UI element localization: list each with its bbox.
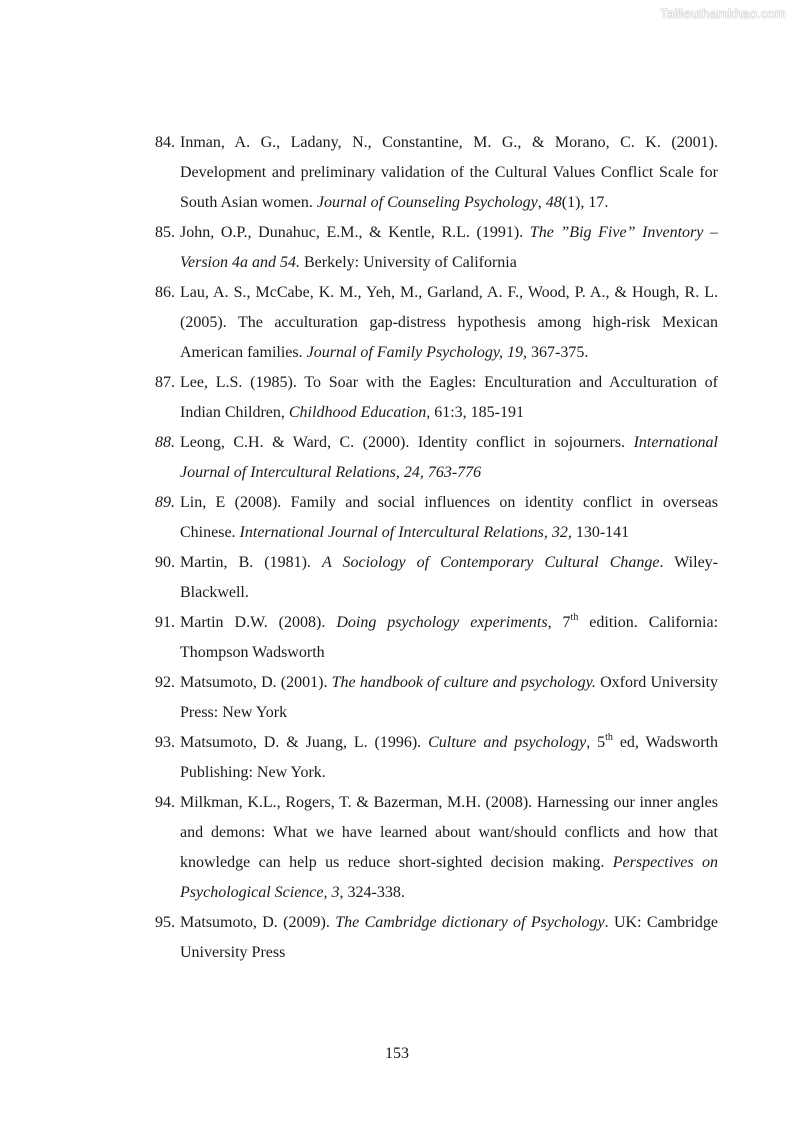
italic-segment: 48 (545, 194, 562, 211)
text-segment: 367-375. (527, 344, 589, 361)
reference-number: 85. (155, 224, 175, 241)
reference-text (180, 728, 718, 788)
italic-segment: Doing psychology experiments (336, 614, 548, 631)
text-segment: ed, Wadsworth Publishing: New York. (180, 734, 719, 781)
reference-item (155, 668, 718, 728)
text-segment: Lau, A. S., McCabe, K. M., Yeh, M., Garland, A. F., Wood, P. A., & Hough, R. L. (2005). The acculturation gap-distress hypothesis among high-risk Mexican American families. (180, 284, 718, 361)
watermark: Tailieuthamkhao.com (660, 6, 786, 21)
text-segment: Martin, B. (1981). (180, 554, 322, 571)
text-segment: Lee, L.S. (1985). To Soar with the Eagles: Enculturation and Acculturation of Indian Children, (180, 374, 718, 421)
italic-segment: Culture and psychology (428, 734, 587, 751)
reference-item (155, 488, 718, 548)
reference-text (180, 788, 718, 908)
page-number: 153 (385, 1045, 409, 1062)
reference-number: 91. (155, 614, 175, 631)
reference-item (155, 128, 718, 218)
text-segment: Matsumoto, D. (2001). (180, 674, 332, 691)
reference-item (155, 548, 718, 608)
italic-segment: International Journal of Intercultural Relations, 32, (239, 524, 572, 541)
reference-item (155, 908, 718, 968)
text-segment: John, O.P., Dunahuc, E.M., & Kentle, R.L. (1991). (180, 224, 530, 241)
reference-item (155, 278, 718, 368)
reference-number: 86. (155, 284, 175, 301)
reference-list (155, 128, 718, 968)
reference-number: 90. (155, 554, 175, 571)
italic-segment: A Sociology of Contemporary Cultural Change (321, 554, 660, 571)
reference-number: 93. (155, 734, 175, 751)
text-segment: , 5 (586, 734, 606, 751)
italic-segment: The ”Big Five” Inventory – Version 4a and 54. (180, 224, 719, 271)
reference-text (180, 428, 718, 488)
text-segment: (1), 17. (561, 194, 609, 211)
reference-text (180, 488, 718, 548)
superscript: th (605, 732, 613, 743)
italic-segment: The handbook of culture and psychology. (331, 674, 596, 691)
reference-text (180, 908, 718, 968)
reference-text (180, 218, 718, 278)
text-segment: Milkman, K.L., Rogers, T. & Bazerman, M.H. (2008). Harnessing our inner angles and demons: What we have learned about want/should conflicts and how that knowledge can help us reduce short-sighted decision making. (180, 794, 718, 871)
text-segment: , 324-338. (339, 884, 405, 901)
reference-text (180, 668, 718, 728)
text-segment: edition. California: Thompson Wadsworth (180, 614, 719, 661)
italic-segment: Perspectives on Psychological Science, 3 (180, 854, 719, 901)
reference-item (155, 218, 718, 278)
reference-text (180, 548, 718, 608)
reference-item (155, 728, 718, 788)
reference-number: 92. (155, 674, 175, 691)
superscript: th (570, 612, 579, 623)
text-segment: 61:3, 185-191 (430, 404, 524, 421)
text-segment: Matsumoto, D. (2009). (180, 914, 336, 931)
text-segment: , 7 (547, 614, 571, 631)
text-segment: . UK: Cambridge University Press (180, 914, 718, 961)
italic-segment: The Cambridge dictionary of Psychology (335, 914, 605, 931)
reference-item (155, 368, 718, 428)
reference-text (180, 368, 718, 428)
text-segment: Matsumoto, D. & Juang, L. (1996). (180, 734, 429, 751)
text-segment: , (537, 194, 546, 211)
reference-number: 95. (155, 914, 175, 931)
italic-segment: Journal of Family Psychology, 19, (306, 344, 528, 361)
reference-number: 87. (155, 374, 175, 391)
reference-number: 94. (155, 794, 175, 811)
reference-text (180, 128, 718, 218)
reference-number: 84. (155, 134, 175, 151)
text-segment: Leong, C.H. & Ward, C. (2000). Identity conflict in sojourners. (180, 434, 634, 451)
reference-number: 89. (155, 494, 175, 511)
reference-item (155, 788, 718, 908)
reference-item (155, 428, 718, 488)
text-segment: Martin D.W. (2008). (180, 614, 337, 631)
italic-segment: Childhood Education, (288, 404, 431, 421)
text-segment: Berkely: University of California (300, 254, 517, 271)
reference-item (155, 608, 718, 668)
reference-text (180, 278, 718, 368)
text-segment: Inman, A. G., Ladany, N., Constantine, M. G., & Morano, C. K. (2001). Development and preliminary validation of the Cultural Values Conflict Scale for South Asian women. (180, 134, 718, 211)
reference-number: 88. (155, 434, 175, 451)
text-segment: Lin, E (2008). Family and social influences on identity conflict in overseas Chinese. (180, 494, 718, 541)
text-segment: 130-141 (571, 524, 630, 541)
text-segment: . Wiley-Blackwell. (180, 554, 719, 601)
text-segment: Oxford University Press: New York (180, 674, 718, 721)
italic-segment: International Journal of Intercultural Relations, 24, 763-776 (180, 434, 718, 481)
italic-segment: Journal of Counseling Psychology (316, 194, 538, 211)
reference-text (180, 608, 718, 668)
